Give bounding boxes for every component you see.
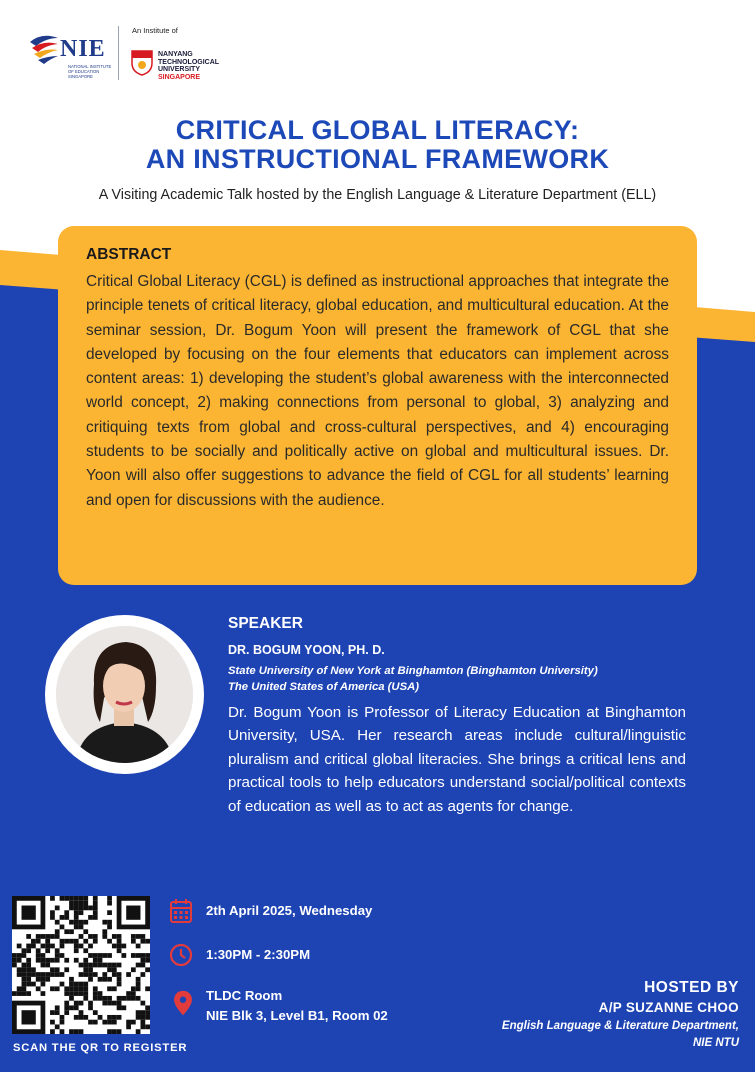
host-dept-line2: NIE NTU	[693, 1037, 739, 1049]
header-divider	[118, 26, 119, 80]
affiliation-line2: The United States of America (USA)	[228, 681, 420, 693]
qr-label: SCAN THE QR TO REGISTER	[13, 1042, 188, 1054]
speaker-heading: SPEAKER	[228, 615, 303, 632]
ntu-crest	[131, 50, 153, 76]
speaker-bio: Dr. Bogum Yoon is Professor of Literacy Education at Binghamton University, USA. Her research areas include cultural/linguistic pluralism and critical global literacies. She brings a critical lens and practical tools to help educators understand social/political contexts of education as well as to act as agents for change.	[228, 704, 686, 815]
page-subtitle: A Visiting Academic Talk hosted by the English Language & Literature Department (ELL)	[98, 187, 657, 203]
location-pin-icon	[171, 990, 195, 1016]
host-dept-line1: English Language & Literature Department,	[501, 1020, 739, 1032]
abstract-body: Critical Global Literacy (CGL) is defined as instructional approaches that integrate the principle tenets of critical literacy, global education, and multicultural education. At the seminar session, Dr. Bogum Yoon will present the framework of CGL that she developed by focusing on the four elements that educators can implement across content areas: 1) developing the student’s global awareness with the interconnected world concept, 2) making connections from personal to global, 3) analyzing and critiquing texts from global and cross-cultural perspectives, and 4) encouraging students to be socially and politically active on global and multicultural issues. Dr. Yoon will also offer suggestions to advance the field of CGL for all students’ learning and open for discussions with the audience.	[86, 273, 669, 509]
title-line2: AN INSTRUCTIONAL FRAMEWORK	[145, 144, 610, 174]
hosted-by-section	[502, 979, 739, 1052]
speaker-photo	[56, 626, 193, 763]
ntu-line1: NANYANG	[158, 51, 193, 58]
venue-line1: TLDC Room	[206, 988, 283, 1003]
speaker-affiliation	[228, 663, 686, 695]
clock-icon	[169, 942, 193, 968]
event-venue	[206, 986, 388, 1026]
speaker-name: DR. BOGUM YOON, PH. D.	[228, 643, 385, 657]
institute-of-label: An Institute of	[132, 26, 178, 35]
ntu-line2: TECHNOLOGICAL	[158, 58, 220, 66]
ntu-line3: UNIVERSITY	[158, 66, 201, 73]
nie-subtext: NATIONAL INSTITUTE OF EDUCATION SINGAPORE	[68, 64, 112, 79]
host-department	[502, 1018, 739, 1052]
speaker-section	[228, 615, 686, 818]
ntu-line4: SINGAPORE	[158, 73, 201, 81]
title-line1: CRITICAL GLOBAL LITERACY:	[175, 115, 580, 145]
host-name: A/P SUZANNE CHOO	[598, 1000, 739, 1015]
event-date: 2th April 2025, Wednesday	[206, 903, 373, 918]
qr-code[interactable]	[12, 896, 150, 1034]
header-logos	[28, 22, 248, 84]
ntu-wordmark	[158, 51, 248, 81]
hosted-by-heading: HOSTED BY	[644, 979, 739, 996]
page-title	[0, 116, 755, 174]
calendar-icon	[169, 898, 193, 924]
abstract-box	[58, 226, 697, 585]
affiliation-line1: State University of New York at Binghamton (Binghamton University)	[228, 665, 598, 677]
event-time: 1:30PM - 2:30PM	[206, 947, 311, 962]
nie-logo-text: NIE	[60, 36, 106, 62]
abstract-heading: ABSTRACT	[86, 246, 172, 263]
venue-line2: NIE Blk 3, Level B1, Room 02	[206, 1008, 388, 1023]
